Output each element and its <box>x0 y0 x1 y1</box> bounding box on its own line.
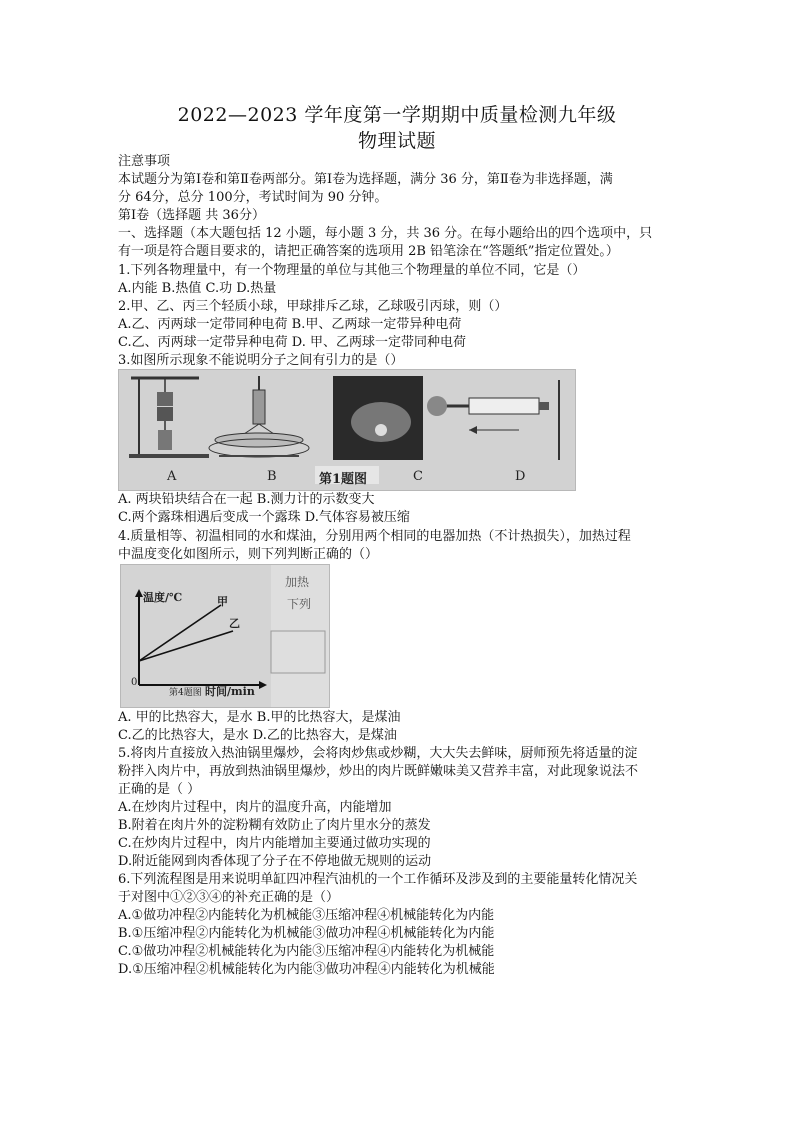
question-4-options-cd: C.乙的比热容大，是水 D.乙的比热容大，是煤油 <box>118 728 397 743</box>
question-4-options-ab: A. 甲的比热容大，是水 B.甲的比热容大，是煤油 <box>118 710 401 725</box>
notice-heading: 注意事项 <box>118 154 171 169</box>
question-3: 3.如图所示现象不能说明分子之间有引力的是（） <box>118 353 404 368</box>
question-6-option-a: A.①做功冲程②内能转化为机械能③压缩冲程④机械能转化为内能 <box>118 908 495 923</box>
question-3-options-ab: A. 两块铅块结合在一起 B.测力计的示数变大 <box>118 492 375 507</box>
figure-q3 <box>118 369 576 491</box>
question-2-options-cd: C.乙、丙两球一定带异种电荷 D. 甲、乙两球一定带同种电荷 <box>118 335 466 350</box>
question-5-option-d: D.附近能网到肉香体现了分子在不停地做无规则的运动 <box>118 854 432 869</box>
question-4-line-2: 中温度变化如图所示，则下列判断正确的（） <box>118 547 379 562</box>
figure-q3-label-d: D <box>515 469 526 484</box>
question-2: 2.甲、乙、丙三个轻质小球，甲球排斥乙球，乙球吸引丙球，则（） <box>118 299 508 314</box>
question-6-option-d: D.①压缩冲程②机械能转化为内能③做功冲程④内能转化为机械能 <box>118 962 495 977</box>
question-2-options-ab: A.乙、丙两球一定带同种电荷 B.甲、乙两球一定带异种电荷 <box>118 317 462 332</box>
figure-q3-caption: 第1题图 <box>319 472 368 487</box>
question-5-option-a: A.在炒肉片过程中，肉片的温度升高，内能增加 <box>118 800 392 815</box>
question-6-option-c: C.①做功冲程②机械能转化为内能③压缩冲程④内能转化为机械能 <box>118 944 495 959</box>
section-intro-2: 有一项是符合题目要求的，请把正确答案的选项用 2B 铅笔涂在“答题纸”指定位置处。） <box>118 244 619 259</box>
figure-q3-label-a: A <box>167 469 177 484</box>
figure-q4-side-text-2: 下列 <box>287 597 312 611</box>
question-4-line-1: 4.质量相等、初温相同的水和煤油，分别用两个相同的电器加热（不计热损失），加热过程 <box>118 529 631 544</box>
exam-subtitle: 物理试题 <box>357 130 436 152</box>
exam-title: 2022—2023 学年度第一学期期中质量检测九年级 <box>177 104 617 126</box>
notice-line-1: 本试题分为第Ⅰ卷和第Ⅱ卷两部分。第Ⅰ卷为选择题，满分 36 分，第Ⅱ卷为非选择题，满 <box>118 172 613 187</box>
question-5-line-2: 粉拌入肉片中，再放到热油锅里爆炒，炒出的肉片既鲜嫩味美又营养丰富，对此现象说法不 <box>118 764 639 779</box>
question-3-options-cd: C.两个露珠相遇后变成一个露珠 D.气体容易被压缩 <box>118 510 410 525</box>
question-6-line-2: 于对图中①②③④的补充正确的是（） <box>118 890 340 905</box>
question-5-option-b: B.附着在肉片外的淀粉糊有效防止了肉片里水分的蒸发 <box>118 818 431 833</box>
question-5-option-c: C.在炒肉片过程中，肉片内能增加主要通过做功实现的 <box>118 836 431 851</box>
section-intro-1: 一、选择题（本大题包括 12 小题，每小题 3 分，共 36 分。在每小题给出的四个选项中，只 <box>118 226 653 241</box>
question-6-option-b: B.①压缩冲程②内能转化为机械能③做功冲程④机械能转化为内能 <box>118 926 495 941</box>
figure-q4-series-jia: 甲 <box>217 595 228 608</box>
figure-q4-caption: 第4题图 <box>169 688 202 698</box>
part1-heading: 第Ⅰ卷（选择题 共 36分） <box>118 208 265 223</box>
figure-q4-series-yi: 乙 <box>229 617 240 630</box>
dew-drops-photo <box>333 376 423 460</box>
figure-q4-xlabel: 时间/min <box>205 685 255 698</box>
figure-q4 <box>120 564 330 708</box>
question-5-line-3: 正确的是（ ） <box>118 782 201 797</box>
figure-q3-label-c: C <box>413 469 423 484</box>
figure-q4-ylabel: 温度/℃ <box>143 591 183 604</box>
question-6-line-1: 6.下列流程图是用来说明单缸四冲程汽油机的一个工作循环及涉及到的主要能量转化情况关 <box>118 872 638 887</box>
question-1: 1.下列各物理量中，有一个物理量的单位与其他三个物理量的单位不同，它是（） <box>118 263 586 278</box>
question-1-options: A.内能 B.热值 C.功 D.热量 <box>118 281 277 296</box>
figure-q3-label-b: B <box>267 469 277 484</box>
figure-q4-origin: 0 <box>131 677 138 688</box>
question-5-line-1: 5.将肉片直接放入热油锅里爆炒，会将肉炒焦或炒糊，大大失去鲜味，厨师预先将适量的淀 <box>118 746 638 761</box>
notice-line-2: 分 64分，总分 100分，考试时间为 90 分钟。 <box>118 190 388 205</box>
figure-q4-side-text-1: 加热 <box>285 575 310 589</box>
